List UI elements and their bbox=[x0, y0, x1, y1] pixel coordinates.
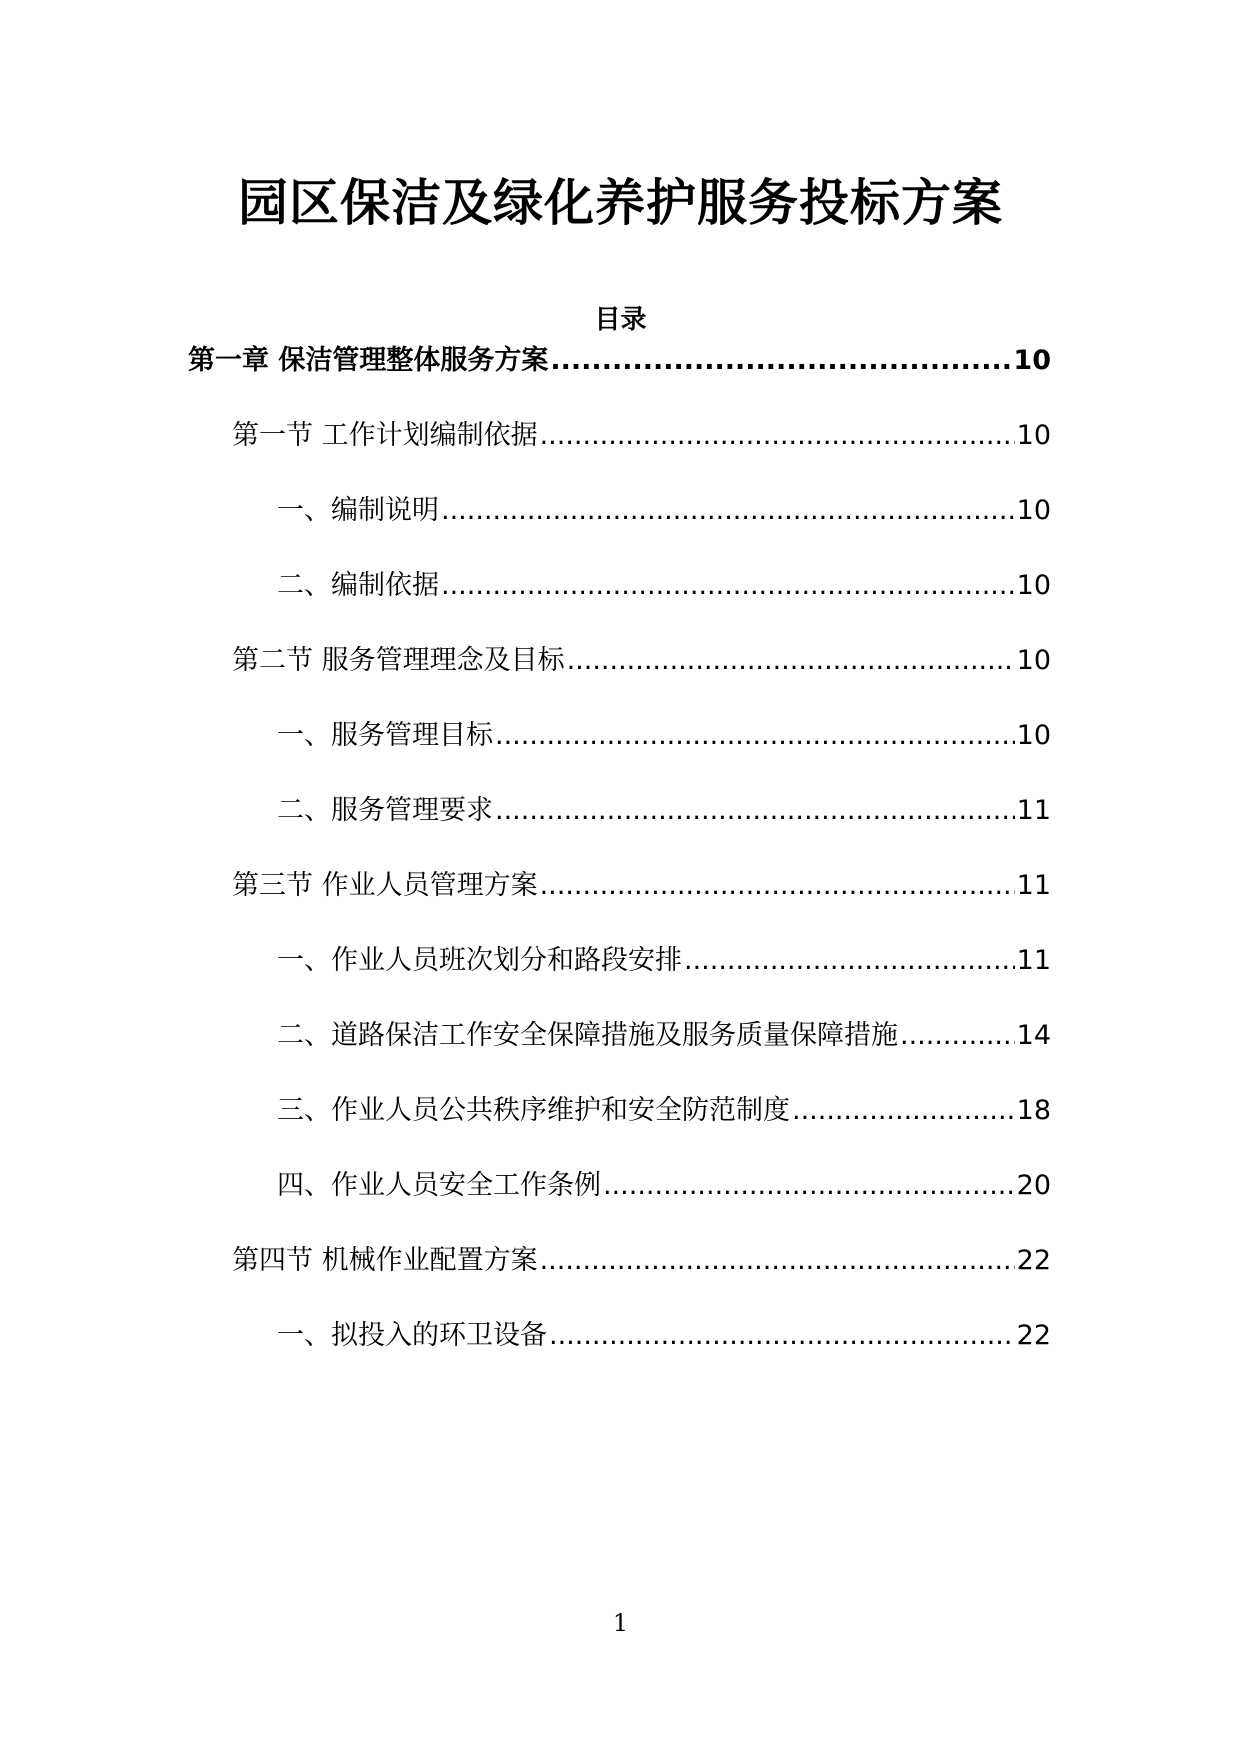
toc-dot-leader bbox=[540, 866, 1015, 906]
toc-entry-title: 第二节 服务管理理念及目标 bbox=[232, 645, 565, 676]
toc-entry-section-1[interactable] bbox=[232, 416, 1051, 456]
toc-entry-page: 20 bbox=[1016, 1170, 1051, 1201]
toc-entry-page: 11 bbox=[1016, 870, 1051, 901]
toc-entry-title: 第三节 作业人员管理方案 bbox=[232, 870, 538, 901]
toc-entry-page: 11 bbox=[1016, 945, 1051, 976]
toc-dot-leader bbox=[540, 416, 1015, 456]
toc-dot-leader bbox=[603, 1166, 1015, 1206]
toc-entry-subsection[interactable] bbox=[277, 941, 1051, 981]
toc-entry-subsection[interactable] bbox=[277, 566, 1051, 606]
page-number: 1 bbox=[612, 1609, 629, 1637]
toc-entry-page: 11 bbox=[1016, 795, 1051, 826]
toc-dot-leader bbox=[549, 1316, 1015, 1356]
toc-entry-chapter-1[interactable] bbox=[188, 341, 1051, 381]
toc-entry-subsection[interactable] bbox=[277, 716, 1051, 756]
toc-entry-title: 一、编制说明 bbox=[277, 495, 439, 526]
toc-entry-section-3[interactable] bbox=[232, 866, 1051, 906]
toc-entry-subsection[interactable] bbox=[277, 1316, 1051, 1356]
toc-dot-leader bbox=[684, 941, 1015, 981]
toc-entry-subsection[interactable] bbox=[277, 1166, 1051, 1206]
toc-entry-title: 四、作业人员安全工作条例 bbox=[277, 1170, 601, 1201]
toc-entry-section-4[interactable] bbox=[232, 1241, 1051, 1281]
toc-entry-page: 10 bbox=[1016, 720, 1051, 751]
toc-entry-subsection[interactable] bbox=[277, 1016, 1051, 1056]
toc-entry-page: 14 bbox=[1016, 1020, 1051, 1051]
toc-entry-subsection[interactable] bbox=[277, 791, 1051, 831]
toc-entry-title: 一、作业人员班次划分和路段安排 bbox=[277, 945, 682, 976]
toc-entry-subsection[interactable] bbox=[277, 1091, 1051, 1131]
toc-entry-page: 18 bbox=[1016, 1095, 1051, 1126]
toc-entry-page: 10 bbox=[1016, 645, 1051, 676]
toc-entry-title: 第一节 工作计划编制依据 bbox=[232, 420, 538, 451]
toc-entry-page: 22 bbox=[1016, 1320, 1051, 1351]
toc-heading: 目录 bbox=[594, 305, 647, 335]
toc-entry-title: 第四节 机械作业配置方案 bbox=[232, 1245, 538, 1276]
toc-dot-leader bbox=[495, 791, 1015, 831]
toc-dot-leader bbox=[792, 1091, 1015, 1131]
toc-dot-leader bbox=[441, 566, 1015, 606]
toc-dot-leader bbox=[540, 1241, 1015, 1281]
toc-entry-title: 一、拟投入的环卫设备 bbox=[277, 1320, 547, 1351]
toc-entry-title: 二、服务管理要求 bbox=[277, 795, 493, 826]
toc-entry-page: 22 bbox=[1016, 1245, 1051, 1276]
toc-dot-leader bbox=[495, 716, 1015, 756]
toc-entry-title: 二、道路保洁工作安全保障措施及服务质量保障措施 bbox=[277, 1020, 898, 1051]
toc-entry-title: 三、作业人员公共秩序维护和安全防范制度 bbox=[277, 1095, 790, 1126]
toc-entry-title: 一、服务管理目标 bbox=[277, 720, 493, 751]
toc-entry-title: 二、编制依据 bbox=[277, 570, 439, 601]
toc-entry-page: 10 bbox=[1016, 570, 1051, 601]
toc-dot-leader bbox=[441, 491, 1015, 531]
toc-entry-page: 10 bbox=[1016, 420, 1051, 451]
document-title: 园区保洁及绿化养护服务投标方案 bbox=[238, 174, 1003, 232]
toc-entry-page: 10 bbox=[1016, 495, 1051, 526]
toc-entry-subsection[interactable] bbox=[277, 491, 1051, 531]
toc-dot-leader bbox=[567, 641, 1015, 681]
toc-dot-leader bbox=[900, 1016, 1015, 1056]
toc-entry-title: 第一章 保洁管理整体服务方案 bbox=[188, 345, 549, 376]
toc-entry-section-2[interactable] bbox=[232, 641, 1051, 681]
toc-entry-page: 10 bbox=[1013, 345, 1051, 376]
toc-dot-leader bbox=[550, 341, 1011, 381]
